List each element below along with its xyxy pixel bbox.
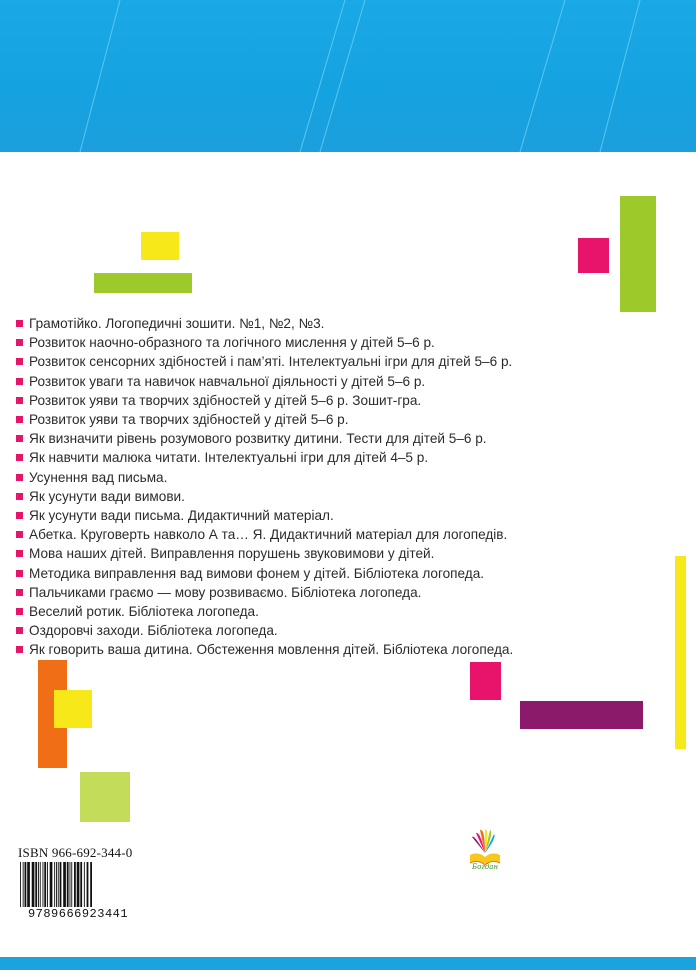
barcode-bar xyxy=(90,862,92,908)
book-title: Методика виправлення вад вимови фонем у дітей. Бібліотека логопеда. xyxy=(29,565,485,581)
logo-text: Богдан xyxy=(471,863,499,871)
book-item xyxy=(16,391,686,410)
book-item xyxy=(16,506,686,525)
bullet-icon xyxy=(16,397,23,404)
book-title: Як говорить ваша дитина. Обстеження мовлення дітей. Бібліотека логопеда. xyxy=(29,642,514,658)
book-title: Веселий ротик. Бібліотека логопеда. xyxy=(29,603,259,619)
barcode-bar xyxy=(20,862,21,908)
barcode-bar xyxy=(25,862,27,908)
barcode-bar xyxy=(71,862,72,908)
book-item xyxy=(16,410,686,429)
barcode-bar xyxy=(27,862,30,908)
barcode-bar xyxy=(77,862,80,908)
barcode-bar xyxy=(35,862,37,908)
book-title: Абетка. Круговерть навколо А та… Я. Дидактичний матеріал для логопедів. xyxy=(29,527,508,543)
isbn-label: ISBN 966-692-344-0 xyxy=(18,845,133,860)
bullet-icon xyxy=(16,320,23,327)
purple-bar xyxy=(520,701,643,729)
book-title: Розвиток сенсорних здібностей і пам’яті. Інтелектуальні ігри для дітей 5–6 р. xyxy=(29,354,513,370)
book-title: Пальчиками граємо — мову розвиваємо. Бібліотека логопеда. xyxy=(29,584,422,600)
book-title: Грамотійко. Логопедичні зошити. №1, №2, №3. xyxy=(29,316,325,332)
bullet-icon xyxy=(16,627,23,634)
barcode-bar xyxy=(38,862,39,908)
book-item xyxy=(16,468,686,487)
book-item xyxy=(16,583,686,602)
bullet-icon xyxy=(16,531,23,538)
top-band-lines xyxy=(0,0,696,152)
book-title: Розвиток уваги та навичок навчальної діяльності у дітей 5–6 р. xyxy=(29,373,426,389)
bullet-icon xyxy=(16,608,23,615)
book-item xyxy=(16,448,686,467)
book-item xyxy=(16,429,686,448)
barcode-bar xyxy=(47,862,48,908)
book-title: Як усунути вади письма. Дидактичний матеріал. xyxy=(29,507,334,523)
barcode-bar xyxy=(50,862,53,908)
bullet-icon xyxy=(16,512,23,519)
bullet-icon xyxy=(16,589,23,596)
magenta-square-bottom xyxy=(470,662,501,700)
barcode-bar xyxy=(67,862,69,908)
barcode-bar xyxy=(63,862,66,908)
barcode-bar xyxy=(60,862,62,908)
book-title: Розвиток уяви та творчих здібностей у дітей 5–6 р. xyxy=(29,412,349,428)
barcode-bar xyxy=(80,862,82,908)
barcode-bar xyxy=(43,862,44,908)
bullet-icon xyxy=(16,416,23,423)
bullet-icon xyxy=(16,570,23,577)
barcode-bar xyxy=(70,862,71,908)
green-bar-top xyxy=(94,273,192,293)
barcode-bar xyxy=(56,862,57,908)
barcode-bar xyxy=(44,862,46,908)
book-item xyxy=(16,544,686,563)
book-title: Оздоровчі заходи. Бібліотека логопеда. xyxy=(29,623,278,639)
book-title: Як визначити рівень розумового розвитку дитини. Тести для дітей 5–6 р. xyxy=(29,431,487,447)
green-column-right xyxy=(620,196,656,312)
book-title: Мова наших дітей. Виправлення порушень звуковимови у дітей. xyxy=(29,546,435,562)
book-item xyxy=(16,314,686,333)
bullet-icon xyxy=(16,339,23,346)
book-title: Розвиток наочно-образного та логічного мислення у дітей 5–6 р. xyxy=(29,335,435,351)
bullet-icon xyxy=(16,550,23,557)
book-title: Як усунути вади вимови. xyxy=(29,488,185,504)
book-item xyxy=(16,602,686,621)
book-item xyxy=(16,352,686,371)
yellow-square-left xyxy=(54,690,92,728)
barcode-bar xyxy=(74,862,76,908)
bottom-color-band xyxy=(0,957,696,970)
barcode-digits: 9789666923441 xyxy=(16,907,140,921)
barcode-bar xyxy=(54,862,55,908)
book-title: Усунення вад письма. xyxy=(29,469,168,485)
barcode-bar xyxy=(32,862,35,908)
book-item xyxy=(16,563,686,582)
book-list xyxy=(16,314,686,659)
publisher-logo xyxy=(466,827,504,873)
barcode-bars xyxy=(16,862,140,908)
barcode-bar xyxy=(87,862,89,908)
barcode-bar xyxy=(40,862,41,908)
bullet-icon xyxy=(16,646,23,653)
bullet-icon xyxy=(16,454,23,461)
light-green-square xyxy=(80,772,130,822)
bullet-icon xyxy=(16,474,23,481)
book-item xyxy=(16,640,686,659)
bullet-icon xyxy=(16,378,23,385)
book-item xyxy=(16,621,686,640)
book-item xyxy=(16,487,686,506)
book-item xyxy=(16,333,686,352)
book-item xyxy=(16,525,686,544)
bullet-icon xyxy=(16,358,23,365)
top-color-band xyxy=(0,0,696,152)
bullet-icon xyxy=(16,435,23,442)
yellow-square-top xyxy=(141,232,179,260)
book-title: Розвиток уяви та творчих здібностей у дітей 5–6 р. Зошит-гра. xyxy=(29,392,422,408)
barcode-bar xyxy=(23,862,24,908)
book-title: Як навчити малюка читати. Інтелектуальні ігри для дітей 4–5 р. xyxy=(29,450,429,466)
barcode-bar xyxy=(84,862,85,908)
magenta-square-top xyxy=(578,238,609,273)
book-item xyxy=(16,372,686,391)
barcode-bar xyxy=(58,862,59,908)
bullet-icon xyxy=(16,493,23,500)
